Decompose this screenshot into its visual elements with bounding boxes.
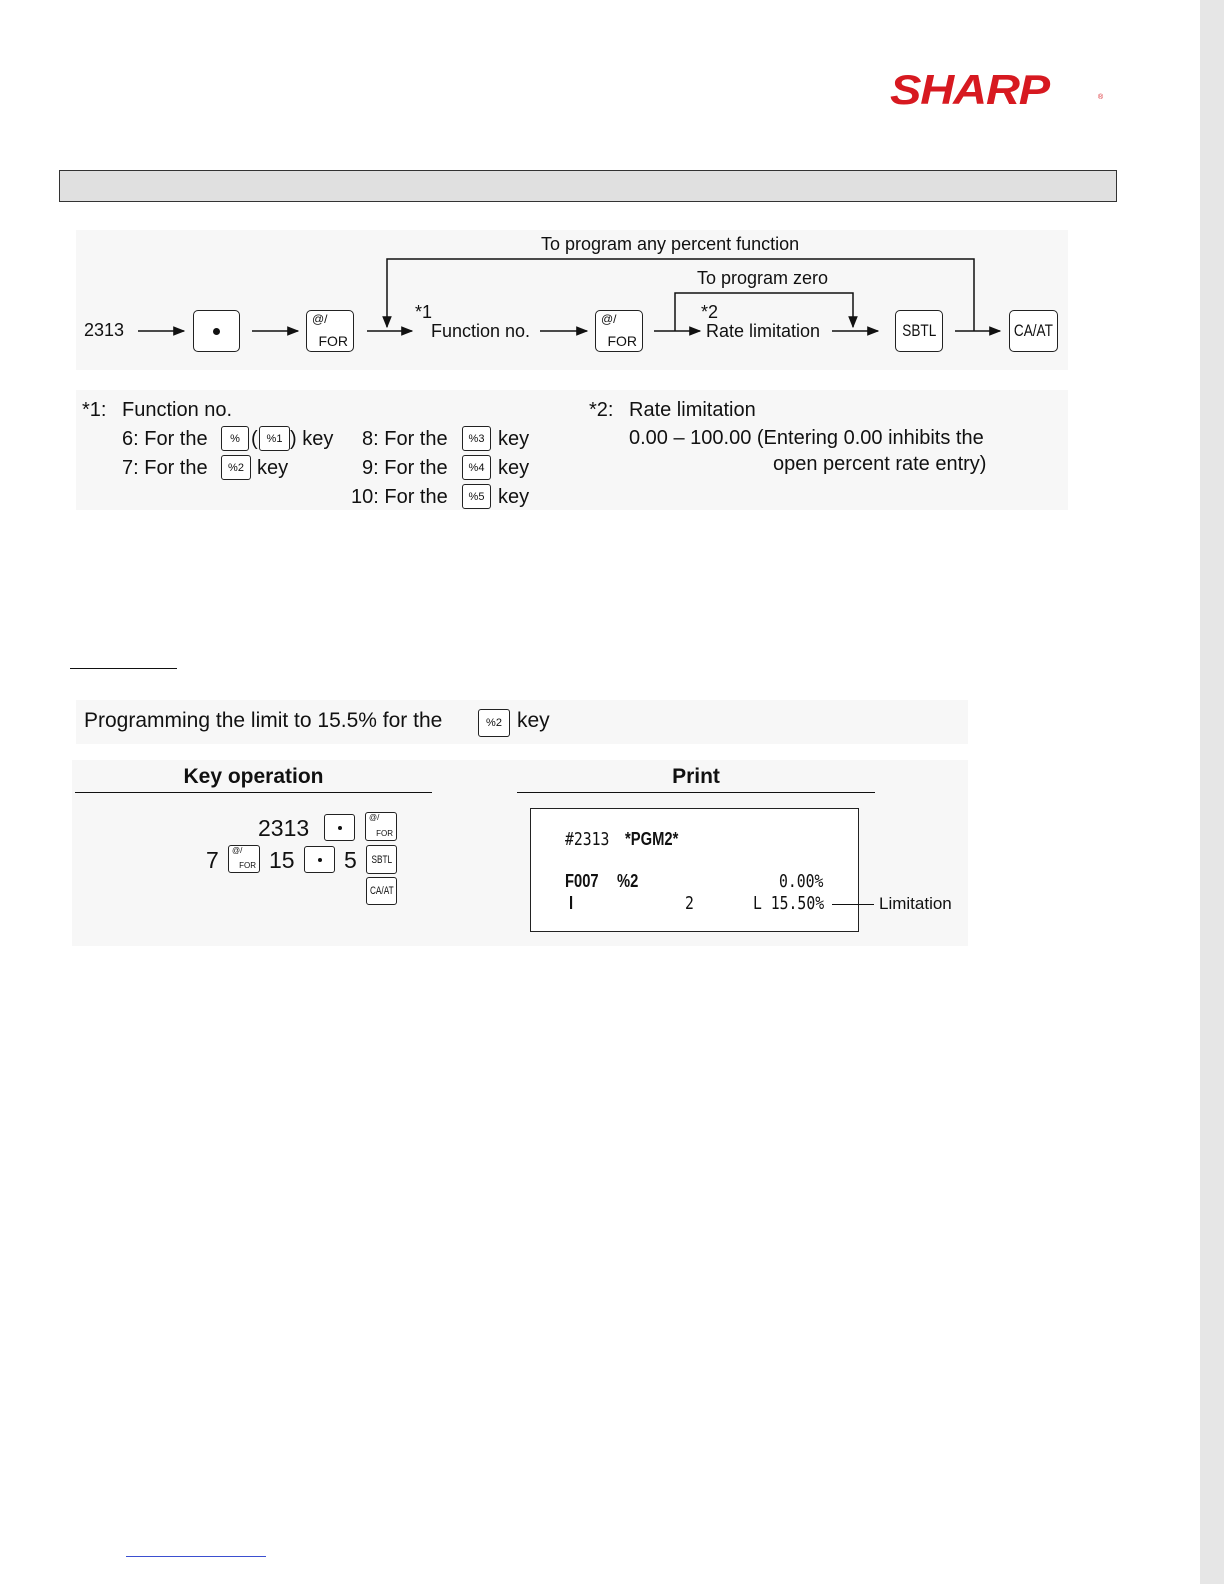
print-header: Print [672, 765, 720, 788]
receipt-line1-mode: *PGM2* [625, 829, 679, 849]
note1-item6-prefix: 6: For the [122, 428, 208, 450]
op-caat-key: CA/AT [366, 877, 397, 905]
caat-key: CA/AT [1009, 310, 1058, 352]
example-heading-underline [70, 668, 177, 669]
op-point-dot-icon-2 [318, 858, 322, 862]
op-for-key: @/ FOR [365, 812, 397, 841]
receipt-line2-code: F007 [565, 871, 599, 891]
op-for-key-2: @/ FOR [228, 845, 260, 873]
op-point-dot-icon [338, 826, 342, 830]
percent3-key: %3 [462, 426, 491, 451]
receipt-line1-code: #2313 [565, 829, 610, 850]
op-point-key [324, 814, 355, 841]
limitation-label: Limitation [879, 894, 952, 913]
note1-item10-key-word: key [498, 486, 530, 508]
note2-title-marker: *2: [589, 399, 614, 421]
sharp-logo: SHARP [890, 66, 1050, 113]
op-value-15: 15 [269, 847, 295, 873]
op-value-2313: 2313 [258, 815, 310, 841]
receipt-line3-type: I [569, 893, 574, 913]
note1-item8-prefix: 8: For the [362, 428, 448, 450]
point-key [193, 310, 240, 352]
intro-percent2-key: %2 [478, 709, 510, 737]
example-intro-prefix: Programming the limit to 15.5% for the [84, 709, 443, 732]
function-no-label: Function no. [431, 321, 531, 341]
start-value: 2313 [84, 320, 125, 340]
note2-marker: *2 [701, 302, 719, 322]
footer-link-underline [126, 1556, 266, 1557]
point-dot-icon [213, 328, 220, 335]
note1-title: Function no. [122, 399, 233, 421]
for-key-2: @/ FOR [595, 310, 643, 352]
receipt-line3-limit: L 15.50% [753, 893, 825, 914]
op-point-key-2 [304, 846, 335, 873]
note1-marker: *1 [415, 302, 433, 322]
note1-item9-key-word: key [498, 457, 530, 479]
note1-item7-prefix: 7: For the [122, 457, 208, 479]
note1-item8-key-word: key [498, 428, 530, 450]
percent4-key: %4 [462, 455, 491, 480]
label-any-percent: To program any percent function [541, 234, 800, 254]
note1-title-marker: *1: [82, 399, 107, 421]
note1-item10-prefix: 10: For the [351, 486, 448, 508]
rate-limitation-label: Rate limitation [706, 321, 821, 341]
for-key: @/ FOR [306, 310, 354, 352]
print-rule [517, 792, 875, 793]
key-operation-header: Key operation [183, 765, 324, 788]
registered-mark: ® [1098, 94, 1104, 101]
note1-item6-paren: ( [251, 428, 258, 450]
note2-line2: open percent rate entry) [773, 453, 987, 475]
op-value-5: 5 [344, 847, 357, 873]
note1-item9-prefix: 9: For the [362, 457, 448, 479]
label-program-zero: To program zero [697, 268, 829, 288]
percent5-key: %5 [462, 484, 491, 509]
op-value-7: 7 [206, 847, 219, 873]
receipt-line2-rate: 0.00% [779, 871, 824, 892]
percent-key: % [221, 426, 249, 451]
limitation-leader-line [832, 904, 874, 905]
sbtl-key: SBTL [895, 310, 943, 352]
note2-line1: 0.00 – 100.00 (Entering 0.00 inhibits the [629, 427, 984, 449]
receipt-line3-value: 2 [685, 893, 694, 914]
example-intro-suffix: key [517, 709, 550, 732]
note2-title: Rate limitation [629, 399, 756, 421]
note1-item7-key-word: key [257, 457, 289, 479]
receipt-line2-key: %2 [617, 871, 639, 891]
print-receipt [530, 808, 859, 932]
key-operation-rule [75, 792, 432, 793]
percent2-key: %2 [221, 455, 251, 480]
note1-item6-suffix: ) key [290, 428, 334, 450]
percent1-key: %1 [259, 426, 290, 451]
op-sbtl-key: SBTL [366, 845, 397, 874]
